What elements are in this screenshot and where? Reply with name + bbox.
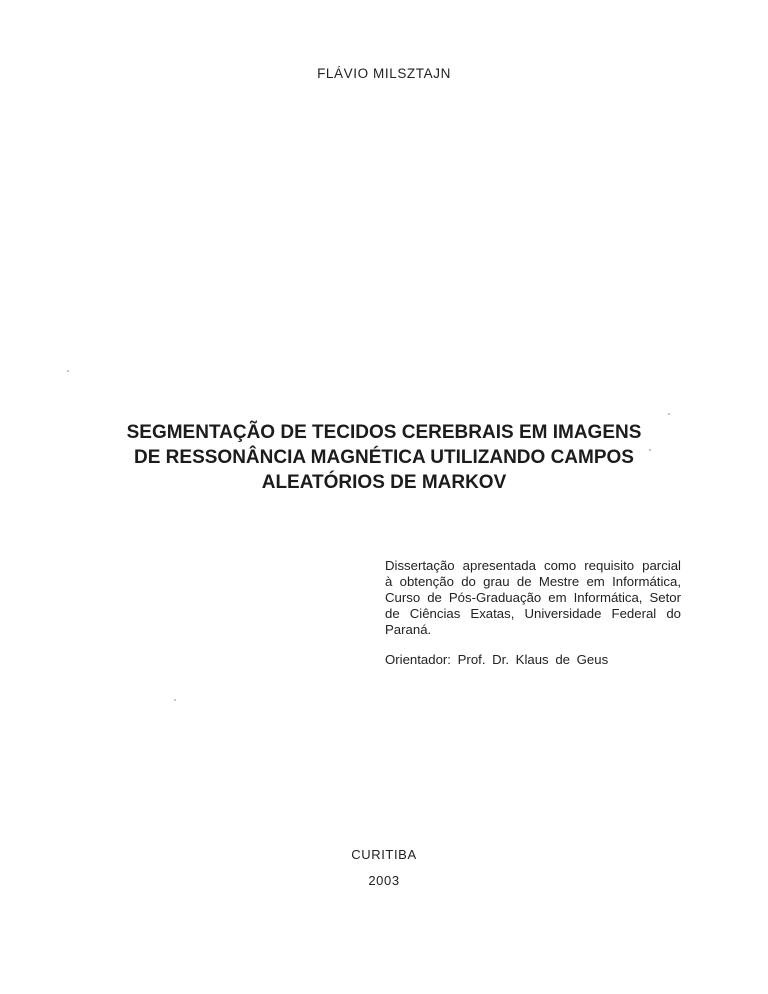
title-line-1: SEGMENTAÇÃO DE TECIDOS CEREBRAIS EM IMAGENS (126, 422, 642, 443)
statement-line-2: à obtenção do grau de Mestre em Informática, (385, 574, 681, 589)
scan-speck (67, 370, 69, 372)
title-line-2: DE RESSONÂNCIA MAGNÉTICA UTILIZANDO CAMPOS (134, 447, 634, 468)
scan-speck (174, 699, 176, 701)
statement-line-1: Dissertação apresentada como requisito parcial (385, 558, 681, 573)
author-name: FLÁVIO MILSZTAJN (317, 66, 451, 81)
publication-year: 2003 (368, 873, 400, 888)
statement-line-5: Paraná. (385, 622, 432, 637)
city-name: CURITIBA (351, 847, 417, 862)
scan-speck (649, 449, 651, 451)
dissertation-statement (385, 558, 681, 638)
title-line-3: ALEATÓRIOS DE MARKOV (261, 472, 507, 493)
statement-line-4: de Ciências Exatas, Universidade Federal do (385, 606, 681, 621)
scan-speck (668, 413, 670, 415)
statement-line-3: Curso de Pós-Graduação em Informática, Setor (385, 590, 681, 605)
advisor-line: Orientador: Prof. Dr. Klaus de Geus (385, 652, 609, 667)
thesis-title (100, 420, 668, 495)
